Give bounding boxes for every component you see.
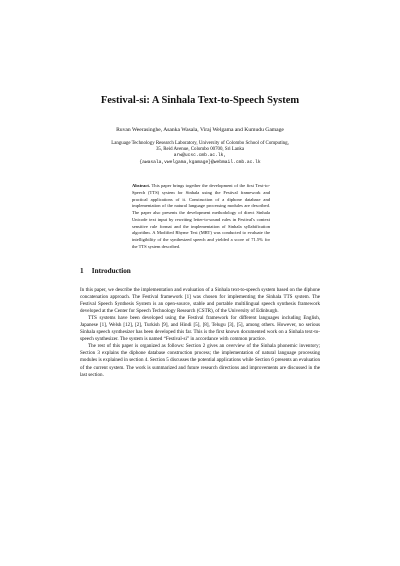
affiliation-line-2: 35, Reid Avenue, Colombo 00700, Sri Lanka xyxy=(155,147,245,153)
body-paragraph: The rest of this paper is organized as follows: Section 2 gives an overview of the Sinhala phonemic inventory; Section 3 explains the diphone database construction process; the implementation of natural language processing modules is explained in section 4. Section 5 discusses the potential applications while Section 6 presents an evaluation of the current system. The work is summarized and future research directions and improvements are discussed in the last section. xyxy=(80,343,320,378)
section-heading xyxy=(80,267,320,276)
author-list: Ruvan Weerasinghe, Asanka Wasala, Viraj Welgama and Kumudu Gamage xyxy=(116,127,284,133)
section-title: Introduction xyxy=(91,267,131,275)
body-paragraph: In this paper, we describe the implementation and evaluation of a Sinhala text-to-speech system based on the diphone concatenation approach. The Festival framework [1] was chosen for implementing the Sinhala TTS system. The Festival Speech Synthesis System is an open-source, stable and portable multilingual speech synthesis framework developed at the Center for Speech Technology Research (CSTR), of the University of Edinburgh. xyxy=(80,287,320,315)
paper-title: Festival-si: A Sinhala Text-to-Speech System xyxy=(100,95,300,106)
abstract-label: Abstract. xyxy=(132,183,151,188)
email-line-2: {awasala,vwelgama,kgamage}@webmail.cmb.ac.lk xyxy=(139,159,261,165)
affiliation-block xyxy=(0,141,400,166)
email-line-1: arw@ucsc.cmb.ac.lk, xyxy=(173,153,227,159)
section-body xyxy=(80,287,320,379)
abstract-block xyxy=(132,183,270,251)
abstract-text: This paper brings together the development of the first Text-to-Speech (TTS) system for Sinhala using the Festival framework and practical applications of it. Construction of a diphone database and implementation of the natural language processing modules are described. The paper also presents the development methodology of direct Sinhala Unicode text input by rewriting letter-to-sound rules in Festival's context sensitive rule format and the implementation of Sinhala syllabification algorithm. A Modified Rhyme Test (MRT) was conducted to evaluate the intelligibility of the synthesized speech and yielded a score of 71.5% for the TTS system described. xyxy=(132,183,270,249)
section-number: 1 xyxy=(80,267,84,275)
affiliation-line-1: Language Technology Research Laboratory, University of Colombo School of Computing, xyxy=(111,141,289,146)
body-paragraph: TTS systems have been developed using the Festival framework for different languages including English, Japanese [1], Welsh [12], [2], Turkish [9], and Hindi [5], [8], Telugu [3], [5], among others. However, no serious Sinhala speech synthesizer has been developed this far. This is the first known documented work on a Sinhala text-to-speech synthesizer. The system is named “Festival-si” in accordance with common practice. xyxy=(80,315,320,343)
